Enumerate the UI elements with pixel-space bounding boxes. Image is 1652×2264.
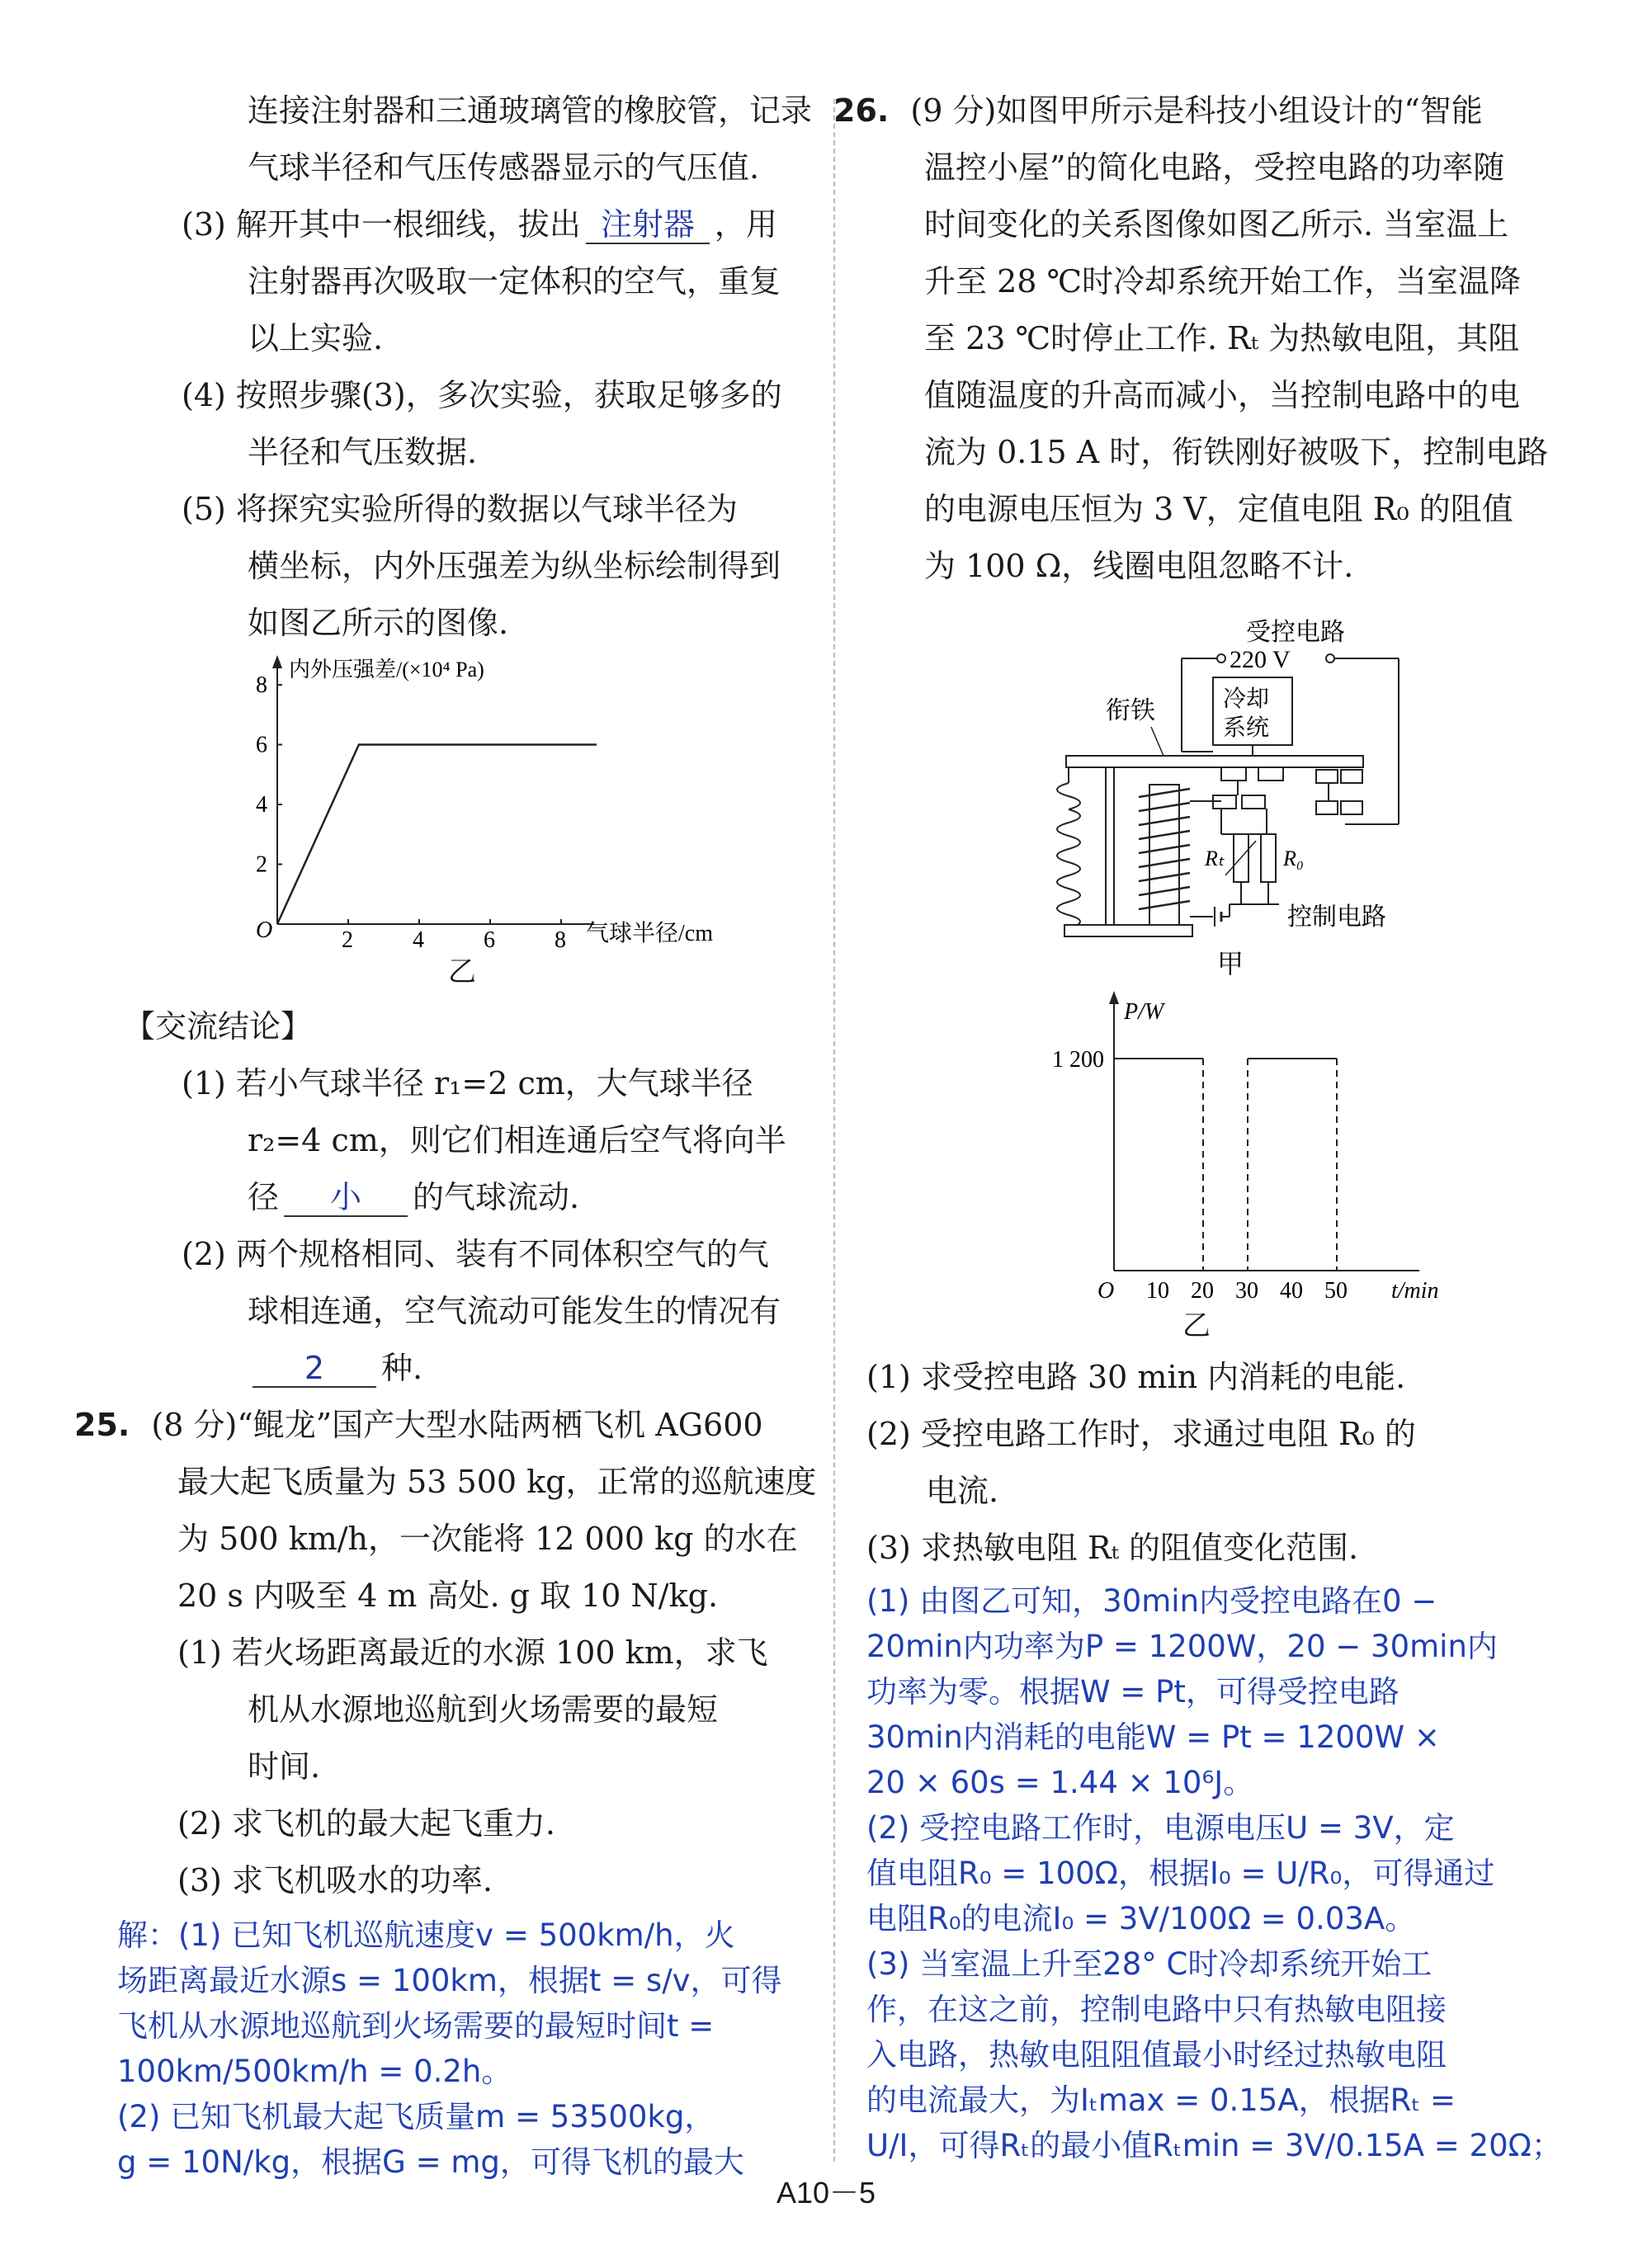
y-axis-label: P/W [1124, 999, 1164, 1025]
text-line: 至 23 ℃时停止工作. Rₜ 为热敏电阻，其阻 [924, 320, 1520, 356]
answer-25 [117, 1913, 800, 2185]
text-line: (2) 两个规格相同、装有不同体积空气的气 [182, 1236, 769, 1272]
voltage-label: 220 V [1230, 646, 1291, 673]
coil [1139, 789, 1190, 909]
question-number: 26. [833, 92, 890, 129]
data-line [277, 745, 597, 925]
text-line: 流为 0.15 A 时，衔铁刚好被吸下，控制电路 [924, 434, 1549, 470]
text-line: (5) 将探究实验所得的数据以气球半径为 [182, 491, 738, 527]
handwritten-answer: 注射器 [586, 206, 710, 244]
y-tick-label: 4 [256, 792, 267, 818]
armature-label: 衔铁 [1106, 697, 1155, 724]
x-axis-label: t/min [1391, 1278, 1439, 1304]
answer-line: 20min内功率为P = 1200W，20 − 30min内 [866, 1629, 1498, 1664]
text-line: (3) 求飞机吸水的功率. [177, 1862, 493, 1898]
x-axis-label: 气球半径/cm [586, 921, 713, 946]
y-tick-label: 2 [256, 851, 267, 878]
answer-line: 功率为零。根据W = Pt，可得受控电路 [866, 1674, 1399, 1710]
y-tick-label: 8 [256, 672, 267, 698]
r0-label: R₀ [1283, 847, 1304, 870]
pressure-chart-svg [124, 652, 800, 957]
answer-line: 入电路，热敏电阻阻值最小时经过热敏电阻 [866, 2037, 1447, 2073]
text-line: (1) 若小气球半径 r₁=2 cm，大气球半径 [182, 1065, 753, 1101]
chart-caption: 乙 [448, 955, 476, 988]
cooling-label: 冷却 [1223, 686, 1270, 712]
chart-caption: 乙 [1182, 1309, 1211, 1342]
x-tick-label: 20 [1191, 1278, 1214, 1304]
text-line: 以上实验. [248, 320, 384, 356]
answer-line: 100km/500km/h = 0.2h。 [117, 2054, 512, 2089]
circuit-diagram [866, 595, 1543, 983]
column-divider [833, 99, 835, 2162]
text-line: 连接注射器和三通玻璃管的橡胶管，记录 [248, 92, 813, 129]
y-tick-label: 1 200 [1052, 1047, 1104, 1073]
power-chart [866, 986, 1543, 1308]
text-line: 球相连通，空气流动可能发生的情况有 [248, 1293, 781, 1329]
text-line: (1) 若火场距离最近的水源 100 km，求飞 [177, 1634, 768, 1671]
y-axis-arrow [1109, 991, 1119, 1004]
origin-label: O [1097, 1278, 1115, 1304]
text-line: (4) 按照步骤(3)，多次实验，获取足够多的 [182, 377, 782, 413]
x-tick-label: 50 [1324, 1278, 1348, 1304]
text-line: 值随温度的升高而减小，当控制电路中的电 [924, 377, 1521, 413]
text-line: 温控小屋”的简化电路，受控电路的功率随 [924, 149, 1505, 186]
answer-line: 30min内消耗的电能W = Pt = 1200W × [866, 1719, 1440, 1755]
pressure-chart [124, 652, 800, 957]
text-line: (2) 受控电路工作时，求通过电阻 R₀ 的 [866, 1416, 1416, 1452]
controlled-circuit-label: 受控电路 [1246, 619, 1345, 646]
diagram-caption: 甲 [1217, 949, 1244, 979]
text: (8 分)“鲲龙”国产大型水陆两栖飞机 AG600 [151, 1407, 763, 1443]
spring [1057, 783, 1080, 928]
text-line: r₂=4 cm，则它们相连通后空气将向半 [248, 1122, 786, 1158]
text-line: 半径和气压数据. [248, 434, 478, 470]
text: 径 [248, 1179, 280, 1215]
question-26 [833, 83, 1543, 139]
text: (9 分)如图甲所示是科技小组设计的“智能 [910, 92, 1483, 129]
text-line: 升至 28 ℃时冷却系统开始工作，当室温降 [924, 263, 1522, 300]
x-tick-label: 10 [1146, 1278, 1169, 1304]
step-3 [124, 196, 800, 253]
answer-line: 作，在这之前，控制电路中只有热敏电阻接 [866, 1992, 1447, 2027]
x-tick-label: 2 [342, 927, 353, 953]
question-number: 25. [74, 1407, 130, 1443]
answer-line: U/I，可得Rₜ的最小值Rₜmin = 3V/0.15A = 20Ω； [866, 2128, 1562, 2163]
answer-line: 解：(1) 已知飞机巡航速度v = 500km/h，火 [117, 1917, 735, 1953]
text: 种. [381, 1350, 423, 1386]
x-tick-label: 8 [555, 927, 566, 953]
answer-line: 电阻R₀的电流I₀ = 3V/100Ω = 0.03A。 [866, 1901, 1416, 1936]
text-line: (1) 求受控电路 30 min 内消耗的电能. [866, 1359, 1406, 1395]
answer-line: 值电阻R₀ = 100Ω，根据I₀ = U/R₀，可得通过 [866, 1856, 1495, 1891]
text-line: 如图乙所示的图像. [248, 605, 509, 641]
left-column [74, 83, 817, 2185]
answer-line: g = 10N/kg，根据G = mg，可得飞机的最大 [117, 2144, 744, 2180]
terminal [1217, 654, 1225, 663]
x-tick-label: 4 [413, 927, 424, 953]
text-line: 20 s 内吸至 4 m 高处. g 取 10 N/kg. [177, 1578, 719, 1614]
text-line: 横坐标，内外压强差为纵坐标绘制得到 [248, 548, 781, 584]
answer-26 [866, 1578, 1562, 2168]
text-line: 时间变化的关系图像如图乙所示. 当室温上 [924, 206, 1509, 243]
base [1064, 925, 1192, 936]
x-tick-label: 40 [1280, 1278, 1303, 1304]
conclusion-2-answer-line [124, 1340, 800, 1397]
answer-line: (3) 当室温上升至28° C时冷却系统开始工 [866, 1946, 1433, 1982]
handwritten-answer: 2 [253, 1350, 376, 1388]
answer-line: 场距离最近水源s = 100km，根据t = s/v，可得 [117, 1963, 782, 1998]
section-title: 【交流结论】 [124, 1008, 313, 1045]
origin-label: O [256, 917, 273, 943]
answer-line: (1) 由图乙可知，30min内受控电路在0 − [866, 1583, 1437, 1619]
text-line: 为 500 km/h，一次能将 12 000 kg 的水在 [177, 1521, 798, 1557]
answer-line: (2) 已知飞机最大起飞质量m = 53500kg， [117, 2099, 715, 2134]
conclusion-1-answer-line [124, 1169, 800, 1226]
text-line: 的电源电压恒为 3 V，定值电阻 R₀ 的阻值 [924, 491, 1513, 527]
question-25 [74, 1397, 800, 1454]
x-tick-label: 6 [484, 927, 495, 953]
y-tick-label: 6 [256, 732, 267, 758]
y-axis-label: 内外压强差/(×10⁴ Pa) [289, 658, 484, 682]
answer-line: 20 × 60s = 1.44 × 10⁶J。 [866, 1765, 1254, 1800]
armature-bar [1066, 756, 1363, 767]
terminal [1326, 654, 1334, 663]
text-line: (2) 求飞机的最大起飞重力. [177, 1805, 555, 1842]
resistor-r0 [1261, 834, 1276, 882]
text-line: 注射器再次吸取一定体积的空气，重复 [248, 263, 781, 300]
answer-line: 的电流最大，为Iₜmax = 0.15A，根据Rₜ = [866, 2082, 1456, 2118]
right-column [833, 83, 1562, 2168]
control-circuit-label: 控制电路 [1287, 903, 1386, 931]
text-line: 电流. [926, 1473, 999, 1509]
text-line: 时间. [248, 1748, 321, 1785]
answer-line: 飞机从水源地巡航到火场需要的最短时间t = [117, 2008, 715, 2044]
text-line: 气球半径和气压传感器显示的气压值. [248, 149, 760, 186]
text-line: (3) 求热敏电阻 Rₜ 的阻值变化范围. [866, 1530, 1359, 1566]
text-line: 机从水源地巡航到火场需要的最短 [248, 1691, 719, 1728]
cooling-label: 系统 [1223, 715, 1270, 741]
y-axis-arrow [272, 655, 282, 668]
text-line: 最大起飞质量为 53 500 kg，正常的巡航速度 [177, 1464, 817, 1500]
text: (3) 解开其中一根细线，拔出 [182, 206, 581, 243]
answer-line: (2) 受控电路工作时，电源电压U = 3V，定 [866, 1810, 1455, 1846]
page-footer: A10－5 [776, 2176, 876, 2210]
x-tick-label: 30 [1235, 1278, 1258, 1304]
text: ，用 [714, 206, 777, 243]
handwritten-answer: 小 [284, 1179, 408, 1217]
rt-label: Rₜ [1205, 847, 1225, 870]
text: 的气球流动. [413, 1179, 580, 1215]
text-line: 为 100 Ω，线圈电阻忽略不计. [924, 548, 1354, 584]
